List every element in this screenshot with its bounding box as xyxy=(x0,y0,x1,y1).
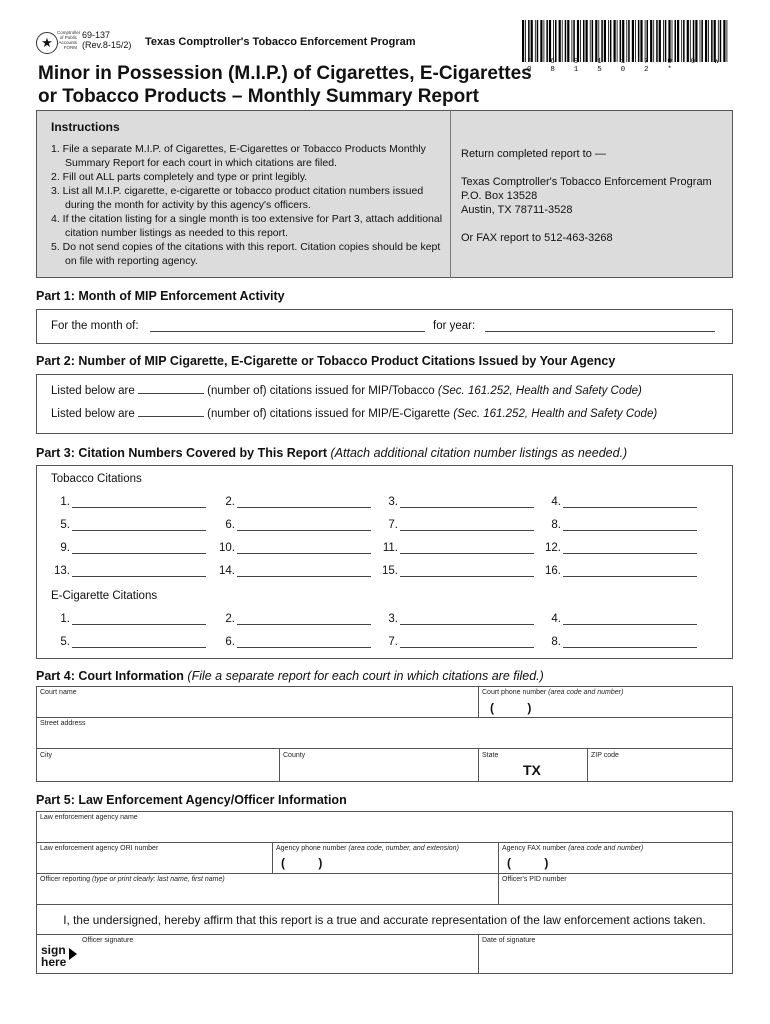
here-text: here xyxy=(41,955,67,969)
address-line-1: Texas Comptroller's Tobacco Enforcement Program xyxy=(461,176,712,188)
tobacco-count-field[interactable] xyxy=(138,393,204,394)
listed-label: Listed below are xyxy=(51,385,135,397)
ecig-number-label: 7. xyxy=(388,636,398,648)
agency-fax-title: Agency FAX number xyxy=(502,845,567,852)
ecig-citation-field[interactable] xyxy=(400,624,534,625)
city-field[interactable] xyxy=(37,761,277,781)
ecig-citation-field[interactable] xyxy=(237,647,371,648)
pid-label: Officer's PID number xyxy=(502,876,567,883)
ori-field[interactable] xyxy=(37,854,271,872)
tobacco-citation-field[interactable] xyxy=(237,576,371,577)
ecig-number-label: 4. xyxy=(551,613,561,625)
tobacco-citation-field[interactable] xyxy=(237,553,371,554)
county-field[interactable] xyxy=(281,761,477,781)
tobacco-number-label: 4. xyxy=(551,496,561,508)
date-field[interactable] xyxy=(480,946,732,972)
state-value: TX xyxy=(523,762,541,778)
part2-row-ecig xyxy=(51,408,657,420)
instruction-item: 5. Do not send copies of the citations with this report. Citation copies should be kept on file with reporting agency. xyxy=(51,241,441,267)
officer-title: Officer reporting xyxy=(40,876,91,883)
ecig-number-label: 2. xyxy=(225,613,235,625)
program-name: Texas Comptroller's Tobacco Enforcement Program xyxy=(145,36,416,48)
ecig-citation-field[interactable] xyxy=(237,624,371,625)
part3-box xyxy=(36,465,733,659)
ecig-citation-field[interactable] xyxy=(72,647,206,648)
year-field[interactable] xyxy=(485,331,715,332)
divider xyxy=(279,748,280,782)
part1-box xyxy=(36,309,733,344)
ecig-code-ref: (Sec. 161.252, Health and Safety Code) xyxy=(453,408,658,420)
return-to: Return completed report to — xyxy=(461,148,606,160)
divider xyxy=(36,717,733,718)
ecig-count-field[interactable] xyxy=(138,416,204,417)
tobacco-number-label: 10. xyxy=(219,542,235,554)
ori-label: Law enforcement agency ORI number xyxy=(40,845,159,852)
ecig-citation-field[interactable] xyxy=(72,624,206,625)
agency-phone-label xyxy=(276,845,459,852)
county-label: County xyxy=(283,752,306,759)
month-field[interactable] xyxy=(150,331,425,332)
title-line-1: Minor in Possession (M.I.P.) of Cigarettes, E-Cigarettes xyxy=(38,63,532,84)
signature-field[interactable] xyxy=(80,946,476,972)
address-line-3: Austin, TX 78711-3528 xyxy=(461,204,573,216)
seal-text: Comptroller of Public Accounts FORM xyxy=(57,30,81,50)
ecig-number-label: 5. xyxy=(60,636,70,648)
tobacco-citation-field[interactable] xyxy=(563,553,697,554)
agency-name-field[interactable] xyxy=(37,823,732,841)
court-phone-label xyxy=(482,689,623,696)
tobacco-number-label: 14. xyxy=(219,565,235,577)
barcode-number: * 6 9 1 1 7 0 0 W 0 8 1 5 0 2 * xyxy=(527,58,726,74)
instructions-list xyxy=(51,142,451,268)
tobacco-number-label: 8. xyxy=(551,519,561,531)
city-label: City xyxy=(40,752,53,759)
form-number: 69-137 xyxy=(82,30,111,40)
tobacco-citations-label: Tobacco Citations xyxy=(51,473,142,485)
return-address xyxy=(461,147,731,245)
part3-note: (Attach additional citation number listings as needed.) xyxy=(330,446,628,460)
tobacco-citation-field[interactable] xyxy=(563,530,697,531)
part5-heading: Part 5: Law Enforcement Agency/Officer Information xyxy=(36,793,347,807)
instructions-heading: Instructions xyxy=(51,120,120,134)
instruction-item: 4. If the citation listing for a single month is too extensive for Part 3, attach additional citation number listings as needed to this report. xyxy=(51,213,443,239)
divider xyxy=(36,842,733,843)
ecig-citation-field[interactable] xyxy=(400,647,534,648)
date-label: Date of signature xyxy=(482,937,536,944)
tobacco-number-label: 5. xyxy=(60,519,70,531)
state-label: State xyxy=(482,752,499,759)
zip-field[interactable] xyxy=(589,761,732,781)
tobacco-number-label: 9. xyxy=(60,542,70,554)
agency-name-label: Law enforcement agency name xyxy=(40,814,138,821)
form-number-block xyxy=(82,30,131,50)
part4-note: (File a separate report for each court in which citations are filed.) xyxy=(187,669,544,683)
affirmation-text: I, the undersigned, hereby affirm that this report is a true and accurate representation of the law enforcement actions taken. xyxy=(63,913,706,927)
tobacco-citation-field[interactable] xyxy=(400,507,534,508)
barcode-icon xyxy=(522,20,730,62)
comptroller-seal-icon: ★ xyxy=(36,32,58,54)
court-phone-field[interactable]: ( ) xyxy=(490,701,532,715)
tobacco-citation-field[interactable] xyxy=(400,553,534,554)
part1-heading: Part 1: Month of MIP Enforcement Activity xyxy=(36,289,285,303)
signature-label: Officer signature xyxy=(82,937,134,944)
divider xyxy=(478,748,479,782)
instruction-item: 3. List all M.I.P. cigarette, e-cigarette or tobacco product citation numbers issued during the month for activity by this agency's officers. xyxy=(51,185,424,211)
ecig-citation-field[interactable] xyxy=(563,624,697,625)
tobacco-citation-field[interactable] xyxy=(563,576,697,577)
tobacco-citation-field[interactable] xyxy=(563,507,697,508)
court-phone-note: (area code and number) xyxy=(548,689,624,696)
part4-heading xyxy=(36,669,544,683)
officer-label xyxy=(40,876,225,883)
agency-phone-field[interactable]: ( ) xyxy=(281,856,323,870)
year-label: for year: xyxy=(433,320,476,332)
ecig-citations-label: E-Cigarette Citations xyxy=(51,590,158,602)
tobacco-number-label: 12. xyxy=(545,542,561,554)
tobacco-number-label: 13. xyxy=(54,565,70,577)
tobacco-number-label: 11. xyxy=(382,542,398,554)
divider xyxy=(36,748,733,749)
part3-heading xyxy=(36,446,627,460)
tobacco-citation-field[interactable] xyxy=(72,530,206,531)
divider xyxy=(498,842,499,904)
sign-text: sign xyxy=(41,943,66,957)
court-name-label: Court name xyxy=(40,689,77,696)
ecig-number-label: 1. xyxy=(60,613,70,625)
part4-title: Part 4: Court Information xyxy=(36,669,184,683)
officer-field[interactable] xyxy=(37,885,497,903)
tobacco-count-text: (number of) citations issued for MIP/Tobacco xyxy=(207,385,435,397)
tobacco-citation-field[interactable] xyxy=(400,576,534,577)
tobacco-number-label: 16. xyxy=(545,565,561,577)
divider xyxy=(272,842,273,873)
sign-arrow-icon xyxy=(69,948,77,960)
zip-label: ZIP code xyxy=(591,752,619,759)
instruction-item: 2. Fill out ALL parts completely and type or print legibly. xyxy=(51,171,308,183)
part3-title: Part 3: Citation Numbers Covered by This Report xyxy=(36,446,328,460)
divider xyxy=(587,748,588,782)
tobacco-citation-field[interactable] xyxy=(72,576,206,577)
tobacco-citation-field[interactable] xyxy=(72,553,206,554)
officer-note: (type or print clearly: last name, first name) xyxy=(92,876,225,883)
sign-here-marker xyxy=(41,944,66,968)
agency-fax-note: (area code and number) xyxy=(568,845,644,852)
tobacco-number-label: 6. xyxy=(225,519,235,531)
instruction-item: 1. File a separate M.I.P. of Cigarettes, E-Cigarettes or Tobacco Products Monthly Summary Report for each court in which citations are filed. xyxy=(51,143,426,169)
tobacco-citation-field[interactable] xyxy=(237,530,371,531)
title-line-2: or Tobacco Products – Monthly Summary Report xyxy=(38,86,479,107)
street-field[interactable] xyxy=(37,729,732,747)
ecig-citation-field[interactable] xyxy=(563,647,697,648)
agency-phone-title: Agency phone number xyxy=(276,845,347,852)
tobacco-citation-field[interactable] xyxy=(237,507,371,508)
part2-heading: Part 2: Number of MIP Cigarette, E-Cigarette or Tobacco Product Citations Issued by Your Agency xyxy=(36,354,616,368)
tobacco-number-label: 7. xyxy=(388,519,398,531)
page-title xyxy=(38,62,532,108)
tobacco-number-label: 3. xyxy=(388,496,398,508)
ecig-number-label: 3. xyxy=(388,613,398,625)
agency-fax-field[interactable]: ( ) xyxy=(507,856,549,870)
court-phone-title: Court phone number xyxy=(482,689,547,696)
fax-line: Or FAX report to 512-463-3268 xyxy=(461,232,613,244)
ecig-count-text: (number of) citations issued for MIP/E-Cigarette xyxy=(207,408,451,420)
tobacco-number-label: 2. xyxy=(225,496,235,508)
tobacco-citation-field[interactable] xyxy=(400,530,534,531)
part2-row-tobacco xyxy=(51,385,642,397)
street-label: Street address xyxy=(40,720,86,727)
divider xyxy=(36,873,733,874)
court-name-field[interactable] xyxy=(37,698,477,716)
pid-field[interactable] xyxy=(500,885,732,903)
ecig-number-label: 8. xyxy=(551,636,561,648)
divider xyxy=(478,686,479,717)
month-label: For the month of: xyxy=(51,320,139,332)
agency-fax-label xyxy=(502,845,643,852)
divider xyxy=(36,934,733,935)
agency-phone-note: (area code, number, and extension) xyxy=(348,845,459,852)
ecig-number-label: 6. xyxy=(225,636,235,648)
part2-box xyxy=(36,374,733,434)
divider xyxy=(478,934,479,974)
tobacco-number-label: 1. xyxy=(60,496,70,508)
address-line-2: P.O. Box 13528 xyxy=(461,190,538,202)
tobacco-code-ref: (Sec. 161.252, Health and Safety Code) xyxy=(437,385,642,397)
tobacco-citation-field[interactable] xyxy=(72,507,206,508)
listed-label: Listed below are xyxy=(51,408,135,420)
divider xyxy=(36,904,733,905)
form-revision: (Rev.8-15/2) xyxy=(82,40,132,50)
tobacco-number-label: 15. xyxy=(382,565,398,577)
